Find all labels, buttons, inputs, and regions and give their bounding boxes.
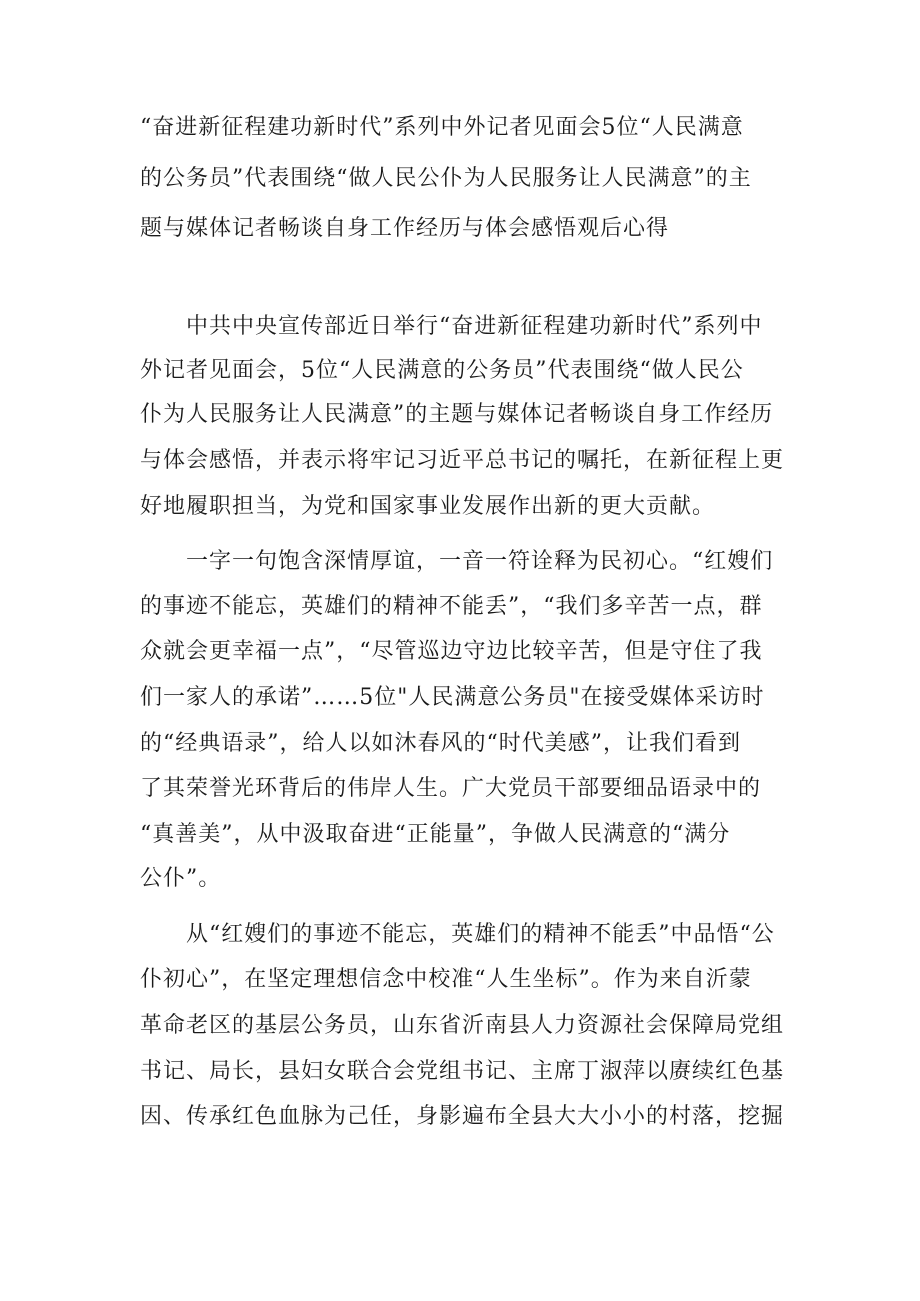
title-line: 题与媒体记者畅谈自身工作经历与体会感悟观后心得 [140, 216, 670, 241]
paragraph-line: 书记、局长，县妇女联合会党组书记、主席丁淑萍以赓续红色基 [140, 1059, 785, 1084]
paragraph-line: 革命老区的基层公务员，山东省沂南县人力资源社会保障局党组 [140, 1013, 785, 1038]
paragraph-line: 的“经典语录”，给人以如沐春风的“时代美感”，让我们看到 [140, 731, 741, 756]
paragraph-line: “真善美”，从中汲取奋进“正能量”，争做人民满意的“满分 [140, 822, 731, 847]
paragraph-line: 公仆”。 [140, 866, 222, 891]
paragraph-line: 一字一句饱含深情厚谊，一音一符诠释为民初心。“红嫂们 [186, 549, 774, 574]
paragraph-line: 外记者见面会，5位“人民满意的公务员”代表围绕“做人民公 [140, 358, 744, 383]
paragraph-line: 从“红嫂们的事迹不能忘，英雄们的精神不能丢”中品悟“公 [186, 922, 775, 947]
paragraph-line: 仆初心”，在坚定理想信念中校准“人生坐标”。作为来自沂蒙 [140, 967, 752, 992]
paragraph-line: 中共中央宣传部近日举行“奋进新征程建功新时代”系列中 [186, 314, 763, 339]
paragraph-line: 好地履职担当，为党和国家事业发展作出新的更大贡献。 [140, 494, 716, 519]
paragraph-line: 与体会感悟，并表示将牢记习近平总书记的嘱托，在新征程上更 [140, 448, 785, 473]
paragraph-line: 的事迹不能忘，英雄们的精神不能丢”，“我们多辛苦一点，群 [140, 594, 763, 619]
paragraph-line: 众就会更幸福一点”，“尽管巡边守边比较辛苦，但是守住了我 [140, 639, 763, 664]
paragraph-line: 们一家人的承诺”……5位"人民满意公务员"在接受媒体采访时 [140, 685, 765, 710]
title-line: 的公务员”代表围绕“做人民公仆为人民服务让人民满意”的主 [140, 166, 752, 191]
paragraph-line: 因、传承红色血脉为己任，身影遍布全县大大小小的村落，挖掘 [140, 1104, 785, 1129]
title-line: “奋进新征程建功新时代”系列中外记者见面会5位“人民满意 [140, 115, 744, 140]
paragraph-line: 了其荣誉光环背后的伟岸人生。广大党员干部要细品语录中的 [140, 776, 762, 801]
paragraph-line: 仆为人民服务让人民满意”的主题与媒体记者畅谈自身工作经历 [140, 402, 774, 427]
